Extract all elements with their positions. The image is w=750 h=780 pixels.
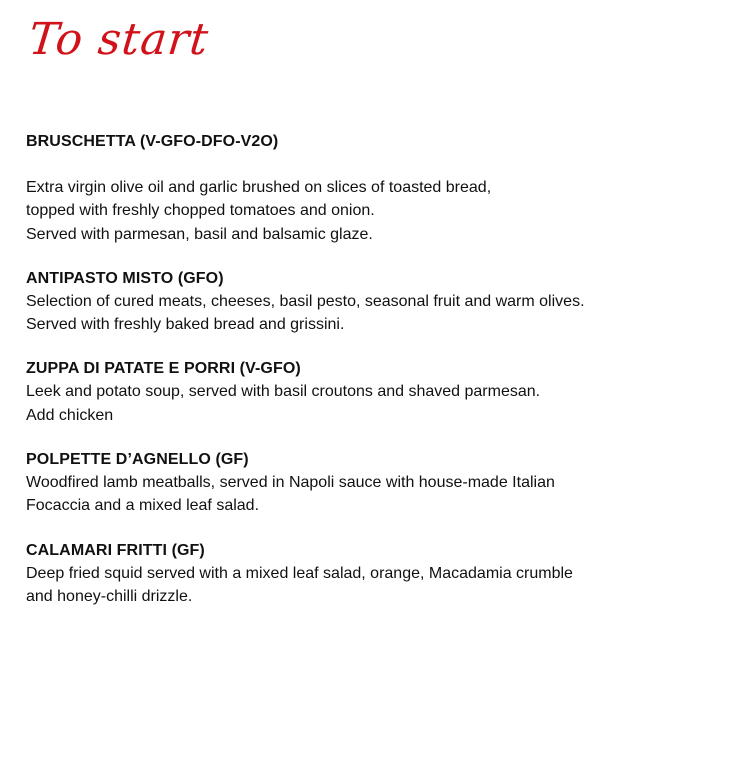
item-description — [26, 380, 726, 427]
item-description — [26, 471, 726, 518]
description-line: Selection of cured meats, cheeses, basil pesto, seasonal fruit and warm olives. — [26, 292, 585, 310]
description-line: Leek and potato soup, served with basil croutons and shaved parmesan. — [26, 383, 541, 401]
menu-list — [26, 130, 726, 629]
description-line: Woodfired lamb meatballs, served in Napoli sauce with house-made Italian — [26, 474, 555, 492]
description-line: Served with freshly baked bread and grissini. — [26, 316, 345, 334]
description-line: topped with freshly chopped tomatoes and onion. — [26, 202, 375, 220]
description-line: Deep fried squid served with a mixed leaf salad, orange, Macadamia crumble — [26, 564, 573, 582]
menu-item — [26, 357, 726, 427]
item-name: ANTIPASTO MISTO (GFO) — [26, 269, 224, 287]
item-description — [26, 562, 726, 609]
item-name: BRUSCHETTA (V-GFO-DFO-V2O) — [26, 133, 279, 150]
description-line: and honey-chilli drizzle. — [26, 587, 193, 605]
item-description — [26, 176, 726, 246]
menu-item — [26, 539, 726, 609]
section-title: To start — [26, 14, 212, 65]
item-name: POLPETTE D’AGNELLO (GF) — [26, 451, 249, 469]
menu-item — [26, 448, 726, 518]
description-line: Add chicken — [26, 406, 114, 424]
menu-item — [26, 130, 726, 246]
item-name: ZUPPA DI PATATE E PORRI (V-GFO) — [26, 360, 301, 378]
description-line: Served with parmesan, basil and balsamic glaze. — [26, 225, 373, 243]
item-description — [26, 290, 726, 337]
item-gap — [26, 153, 726, 176]
item-name: CALAMARI FRITTI (GF) — [26, 541, 205, 559]
description-line: Extra virgin olive oil and garlic brushed on slices of toasted bread, — [26, 179, 492, 196]
menu-item — [26, 267, 726, 337]
description-line: Focaccia and a mixed leaf salad. — [26, 497, 260, 515]
